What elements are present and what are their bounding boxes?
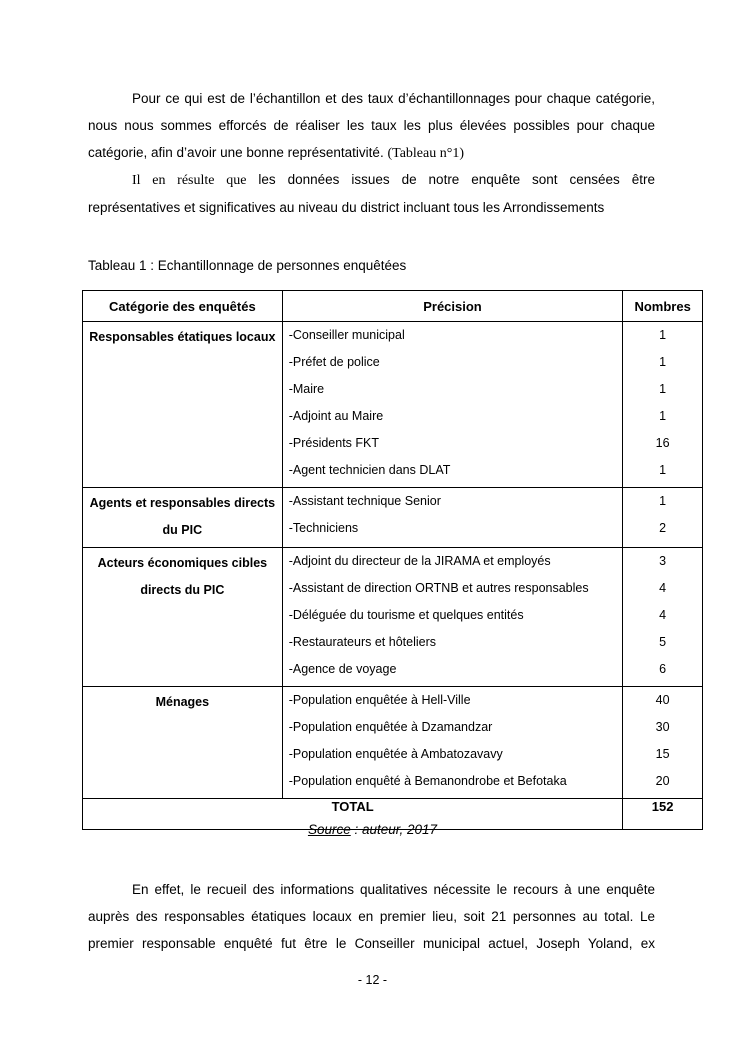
precision-item: -Population enquêtée à Hell-Ville [288,693,471,707]
number-value: 3 [659,554,667,568]
numbers-cell [623,687,703,799]
text-line-part: les données issues de notre enquête sont censées être [258,172,656,187]
text-line: nous nous sommes efforcés de réaliser les taux les plus élevées possibles pour chaque [88,118,655,133]
precision-item: -Restaurateurs et hôteliers [288,635,436,649]
text-line: premier responsable enquêté fut être le Conseiller municipal actuel, Joseph Yoland, ex [88,936,655,951]
numbers-cell [623,322,703,488]
table-row [83,322,703,488]
number-value: 30 [655,720,670,734]
numbers-cell [623,548,703,687]
precision-item: -Assistant de direction ORTNB et autres responsables [288,581,589,595]
column-header: Précision [282,291,623,322]
precision-item: -Adjoint au Maire [288,409,384,423]
text-line [88,139,655,167]
precision-item: -Agence de voyage [288,662,397,676]
precision-item: -Techniciens [288,521,359,535]
table-source [0,822,745,837]
numbers-cell [623,488,703,548]
number-value: 1 [659,494,667,508]
outro-paragraph [88,876,655,957]
number-value: 4 [659,608,667,622]
precision-item: -Population enquêtée à Ambatozavavy [288,747,503,761]
precision-item: -Agent technicien dans DLAT [288,463,451,477]
intro-paragraph-1 [88,85,655,167]
source-label: Source [307,822,351,837]
precision-item: -Assistant technique Senior [288,494,441,508]
table-row [83,488,703,548]
category-cell: Ménages [83,687,283,799]
text-line [88,166,655,194]
text-line: auprès des responsables étatiques locaux en premier lieu, soit 21 personnes au total. Le [88,909,655,924]
precision-item: -Population enquêtée à Dzamandzar [288,720,493,734]
page-number: - 12 - [357,973,388,987]
table-reference: (Tableau n°1) [387,146,464,161]
number-value: 1 [659,328,667,342]
precision-item: -Préfet de police [288,355,380,369]
text-line: Pour ce qui est de l’échantillon et des taux d’échantillonnages pour chaque catégorie, [132,91,655,106]
number-value: 16 [655,436,670,450]
precision-item: -Adjoint du directeur de la JIRAMA et employés [288,554,551,568]
text-line: En effet, le recueil des informations qualitatives nécessite le recours à une enquête [132,882,655,897]
text-line: représentatives et significatives au niveau du district incluant tous les Arrondissements [88,200,605,215]
column-header: Catégorie des enquêtés [83,291,283,322]
category-cell: Acteurs économiques cibles directs du PIC [83,548,283,687]
table-row [83,548,703,687]
number-value: 20 [655,774,670,788]
text-line-part: Il en résulte que [132,173,247,188]
table-header-row [83,291,703,322]
precision-item: -Conseiller municipal [288,328,405,342]
table-caption: Tableau 1 : Echantillonnage de personnes enquêtées [88,258,407,273]
table-row [83,687,703,799]
number-value: 1 [659,382,667,396]
source-text: : auteur, 2017 [350,822,438,837]
precision-cell [282,548,623,687]
precision-item: -Déléguée du tourisme et quelques entités [288,608,524,622]
sampling-table [82,290,703,830]
text-line-part: catégorie, afin d’avoir une bonne représentativité. [88,145,384,160]
number-value: 1 [659,463,667,477]
number-value: 5 [659,635,667,649]
precision-cell [282,687,623,799]
precision-item: -Présidents FKT [288,436,380,450]
precision-cell [282,488,623,548]
intro-paragraph-2 [88,166,655,221]
precision-cell [282,322,623,488]
number-value: 4 [659,581,667,595]
total-value: 152 [623,799,703,830]
number-value: 1 [659,355,667,369]
category-cell: Agents et responsables directs du PIC [83,488,283,548]
precision-item: -Maire [288,382,325,396]
number-value: 2 [659,521,667,535]
category-cell: Responsables étatiques locaux [83,322,283,488]
number-value: 40 [655,693,670,707]
precision-item: -Population enquêté à Bemanondrobe et Befotaka [288,774,567,788]
number-value: 6 [659,662,667,676]
total-label: TOTAL [83,799,623,830]
number-value: 1 [659,409,667,423]
column-header: Nombres [623,291,703,322]
number-value: 15 [655,747,670,761]
